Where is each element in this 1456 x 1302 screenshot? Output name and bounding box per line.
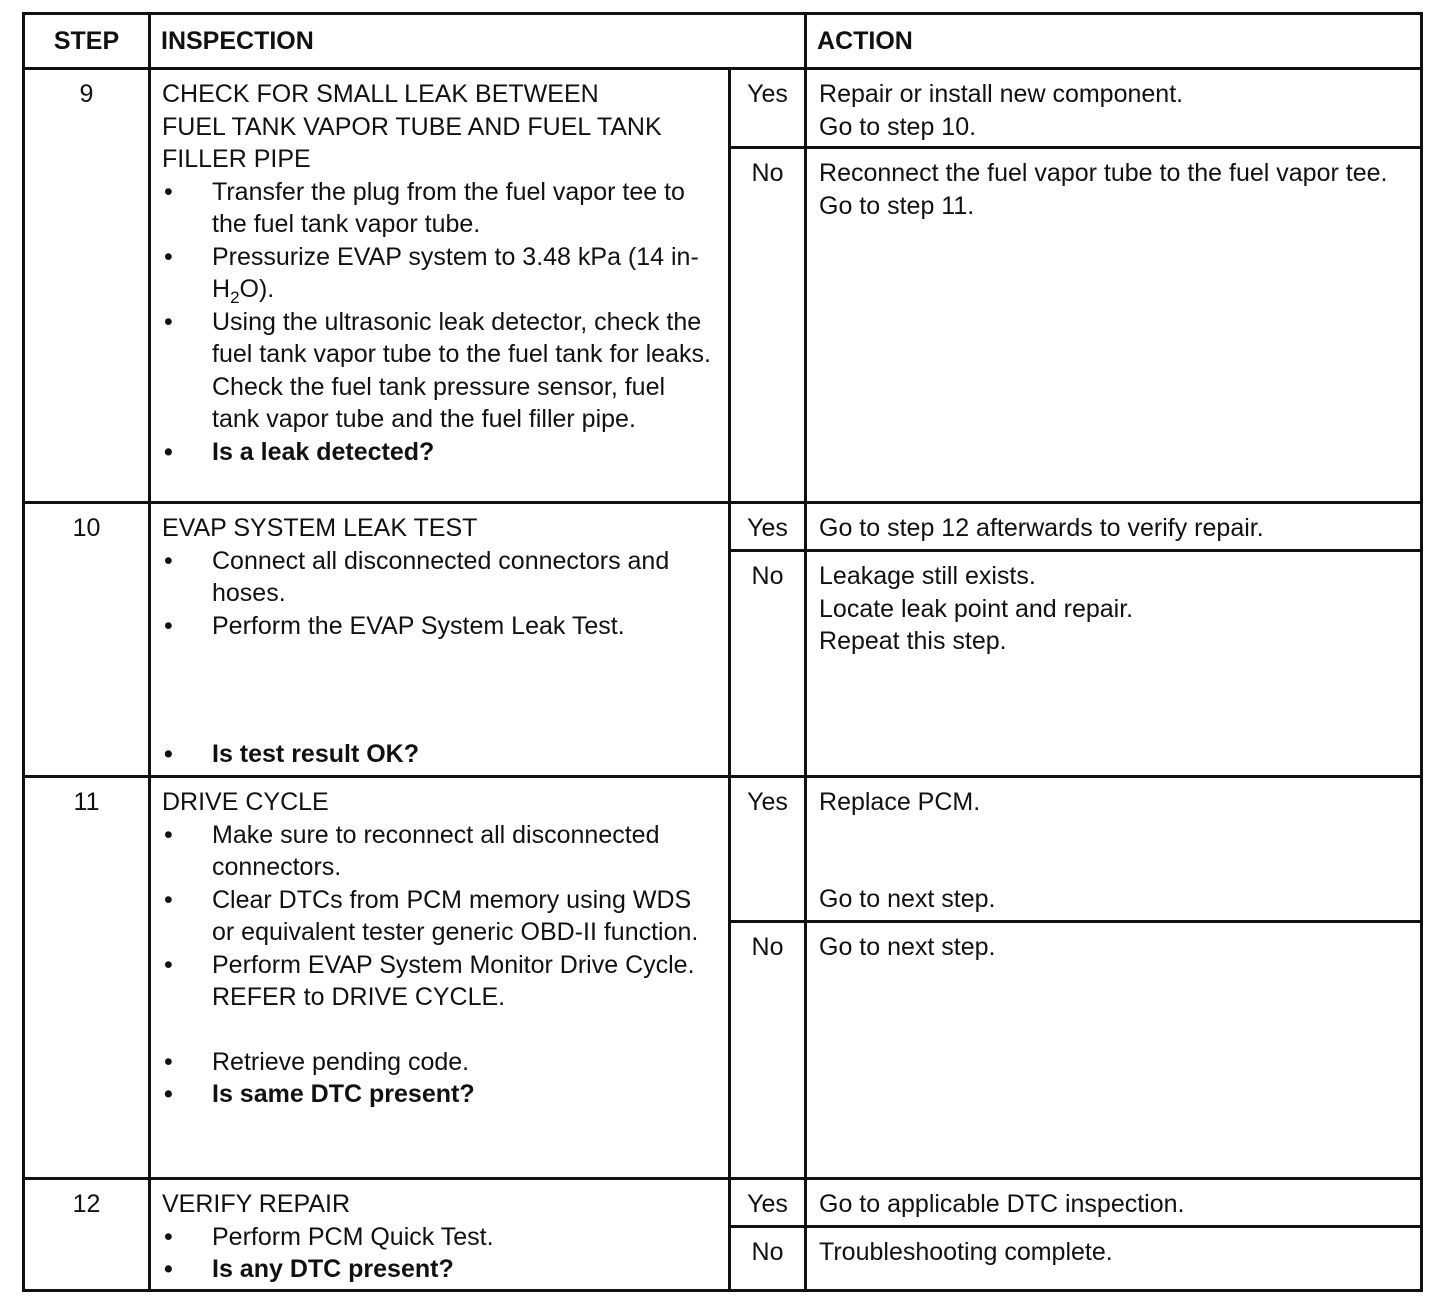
step-9-yes-action-line-2: Go to step 10. — [819, 112, 977, 141]
step-10-yes-action — [806, 503, 1422, 551]
step-9-question: • Is a leak detected? — [162, 436, 718, 469]
step-11-yes-action-line-1: Replace PCM. — [819, 788, 981, 816]
step-9-bullet-2-text-end: O). — [239, 275, 275, 303]
step-12-yes-row — [24, 1179, 1422, 1227]
step-12-bullets — [162, 1221, 718, 1286]
step-12-yes-action — [806, 1179, 1422, 1227]
step-9-bullet-2-subscript: 2 — [230, 288, 240, 307]
step-10-no-action-line-1: Leakage still exists. — [819, 562, 1036, 590]
step-9-no: No — [730, 148, 806, 503]
step-10-no-action-line-2: Locate leak point and repair. — [819, 594, 1134, 623]
step-10-spacer — [162, 642, 718, 738]
step-11-yes-action-line-2: Go to next step. — [819, 884, 996, 913]
step-10-title: EVAP SYSTEM LEAK TEST — [162, 514, 478, 542]
step-9-inspection — [150, 69, 730, 503]
step-9-title-line-3: FILLER PIPE — [162, 145, 311, 173]
step-11-yes: Yes — [730, 777, 806, 922]
step-12-question: • Is any DTC present? — [162, 1253, 718, 1286]
step-10-bullet-1: • Connect all disconnected connectors and hoses. — [162, 545, 718, 610]
step-10-bullets — [162, 545, 718, 643]
step-12-inspection — [150, 1179, 730, 1291]
diagnostic-table — [22, 12, 1423, 1292]
step-12-number: 12 — [24, 1179, 150, 1291]
step-10-yes: Yes — [730, 503, 806, 551]
step-9-title-line-2: FUEL TANK VAPOR TUBE AND FUEL TANK — [162, 112, 662, 141]
step-11-bullet-4: • Retrieve pending code. — [162, 1046, 718, 1079]
step-11-question: • Is same DTC present? — [162, 1078, 718, 1111]
step-11-yes-row — [24, 777, 1422, 922]
step-10-question-list — [162, 738, 718, 771]
step-9-no-action — [806, 148, 1422, 503]
step-11-bullets — [162, 819, 718, 1014]
step-11-no-action — [806, 922, 1422, 1179]
step-9-yes-action — [806, 69, 1422, 148]
step-9-bullets — [162, 176, 718, 469]
step-9-yes: Yes — [730, 69, 806, 148]
step-11-bullet-2: • Clear DTCs from PCM memory using WDS or equivalent tester generic OBD-II function. — [162, 884, 718, 949]
step-10-yes-row — [24, 503, 1422, 551]
step-10-no: No — [730, 551, 806, 777]
step-9-no-action-line-1: Reconnect the fuel vapor tube to the fuel vapor tee. — [819, 159, 1388, 187]
step-12-no: No — [730, 1227, 806, 1291]
step-9-title-line-1: CHECK FOR SMALL LEAK BETWEEN — [162, 80, 599, 108]
step-10-no-action-line-3: Repeat this step. — [819, 627, 1007, 655]
step-12-bullet-1: • Perform PCM Quick Test. — [162, 1221, 718, 1254]
step-11-bullet-3: • Perform EVAP System Monitor Drive Cycle. — [162, 949, 718, 982]
step-12-no-action — [806, 1227, 1422, 1291]
step-9-yes-action-line-1: Repair or install new component. — [819, 80, 1184, 108]
step-10-bullet-2: • Perform the EVAP System Leak Test. — [162, 610, 718, 643]
step-9-number: 9 — [24, 69, 150, 503]
step-9-bullet-2-text: Pressurize EVAP system to 3.48 kPa (14 in-H — [212, 242, 699, 303]
step-12-no-action-line-1: Troubleshooting complete. — [819, 1238, 1113, 1266]
header-inspection: INSPECTION — [150, 14, 806, 69]
step-12-title: VERIFY REPAIR — [162, 1190, 351, 1218]
step-11-bullet-3-reference: REFER to DRIVE CYCLE. — [212, 983, 506, 1011]
step-11-no: No — [730, 922, 806, 1179]
step-9-bullet-3: • Using the ultrasonic leak detector, check the fuel tank vapor tube to the fuel tank for leaks. Check the fuel tank pressure sensor, fuel tank vapor tube and the fuel filler pipe. — [162, 306, 718, 436]
step-9-bullet-1: • Transfer the plug from the fuel vapor tee to the fuel tank vapor tube. — [162, 176, 718, 241]
step-11-title: DRIVE CYCLE — [162, 788, 329, 816]
step-10-number: 10 — [24, 503, 150, 777]
step-11-inspection — [150, 777, 730, 1179]
step-10-inspection — [150, 503, 730, 777]
step-11-bullets-end — [162, 1046, 718, 1111]
step-10-yes-action-line-1: Go to step 12 afterwards to verify repair. — [819, 514, 1264, 542]
step-10-question: • Is test result OK? — [162, 738, 718, 771]
step-11-no-action-line-1: Go to next step. — [819, 933, 996, 961]
step-11-spacer — [162, 1014, 718, 1046]
step-9-bullet-2 — [162, 241, 718, 306]
step-10-no-action — [806, 551, 1422, 777]
header-row — [24, 14, 1422, 69]
step-9-yes-row — [24, 69, 1422, 148]
step-12-yes: Yes — [730, 1179, 806, 1227]
step-11-bullet-1: • Make sure to reconnect all disconnected connectors. — [162, 819, 718, 884]
step-11-yes-action-spacer — [819, 819, 1410, 883]
header-action: ACTION — [806, 14, 1422, 69]
step-11-number: 11 — [24, 777, 150, 1179]
header-step: STEP — [24, 14, 150, 69]
step-11-yes-action — [806, 777, 1422, 922]
step-12-yes-action-line-1: Go to applicable DTC inspection. — [819, 1190, 1185, 1218]
step-9-no-action-line-2: Go to step 11. — [819, 191, 975, 220]
